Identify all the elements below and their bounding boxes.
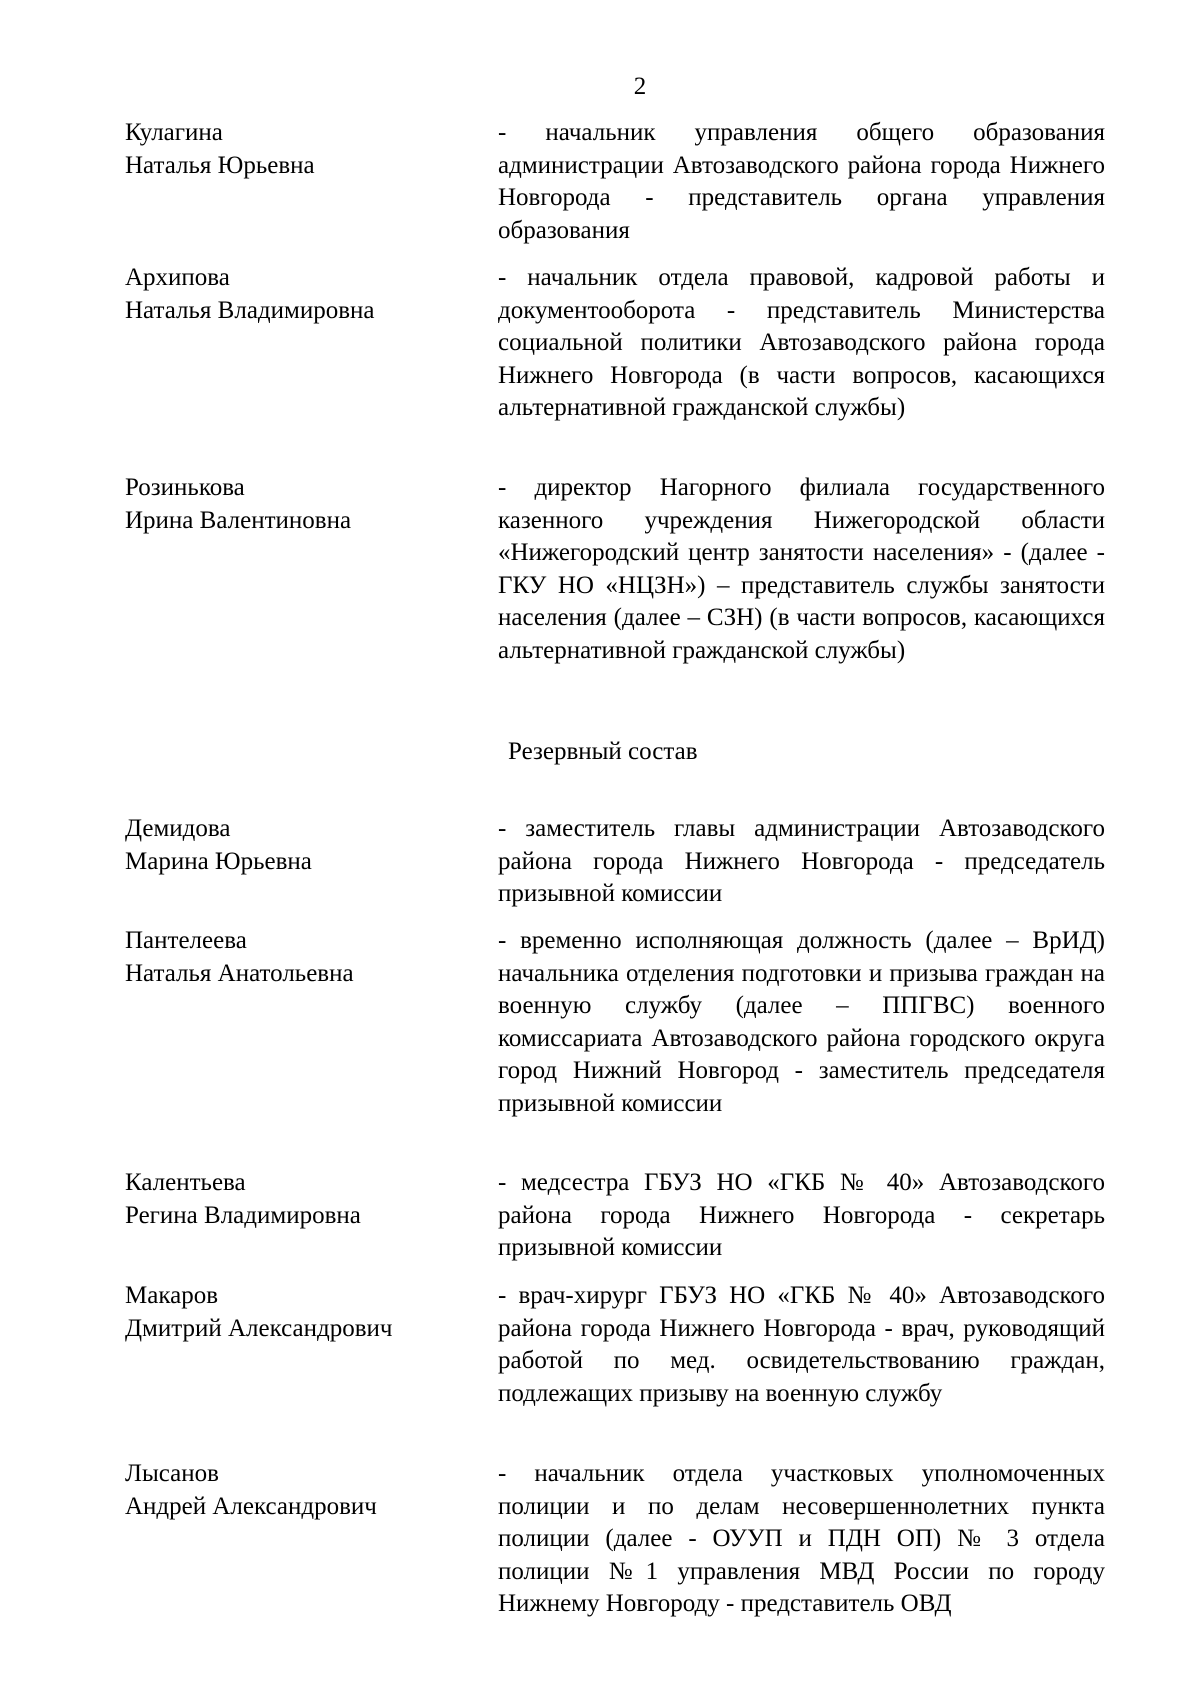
member-given-names: Ирина Валентиновна bbox=[125, 506, 352, 534]
member-given-names: Марина Юрьевна bbox=[125, 847, 312, 875]
member-name bbox=[125, 472, 465, 537]
member-surname: Демидова bbox=[125, 815, 231, 842]
member-surname: Калентьева bbox=[125, 1169, 246, 1196]
page-number: 2 bbox=[633, 73, 647, 100]
member-surname: Кулагина bbox=[125, 119, 223, 146]
member-surname: Розинькова bbox=[125, 474, 245, 501]
member-given-names: Андрей Александрович bbox=[125, 1492, 377, 1520]
member-role: - начальник управления общего образования администрации Автозаводского района города Нижнего Новгорода - представитель органа управления образования bbox=[498, 119, 1105, 244]
member-name bbox=[125, 1458, 465, 1523]
member-surname: Пантелеева bbox=[125, 927, 247, 954]
member-given-names: Регина Владимировна bbox=[125, 1201, 361, 1229]
member-surname: Архипова bbox=[125, 264, 230, 291]
member-given-names: Наталья Анатольевна bbox=[125, 959, 354, 987]
member-role: - заместитель главы администрации Автозаводского района города Нижнего Новгорода - председатель призывной комиссии bbox=[498, 815, 1105, 907]
member-surname: Макаров bbox=[125, 1282, 218, 1309]
member-name bbox=[125, 117, 465, 182]
member-name bbox=[125, 813, 465, 878]
member-name bbox=[125, 1167, 465, 1232]
member-given-names: Наталья Юрьевна bbox=[125, 151, 315, 179]
member-role: - начальник отдела участковых уполномоченных полиции и по делам несовершеннолетних пункта полиции (далее - ОУУП и ПДН ОП) № 3 отдела полиции №1 управления МВД России по городу Нижнему Новгороду - представитель ОВД bbox=[498, 1460, 1105, 1617]
member-name bbox=[125, 925, 465, 990]
member-name bbox=[125, 1280, 465, 1345]
reserve-section-heading: Резервный состав bbox=[508, 738, 698, 765]
member-surname: Лысанов bbox=[125, 1460, 219, 1487]
member-given-names: Дмитрий Александрович bbox=[125, 1314, 393, 1342]
member-role: - начальник отдела правовой, кадровой работы и документооборота - представитель Министерства социальной политики Автозаводского района города Нижнего Новгорода (в части вопросов, касающихся альтернативной гражданской службы) bbox=[498, 264, 1105, 421]
member-name bbox=[125, 262, 465, 327]
member-role: - временно исполняющая должность (далее – ВрИД) начальника отделения подготовки и призыва граждан на военную службу (далее – ППГВС) военного комиссариата Автозаводского района городского округа город Нижний Новгород - заместитель председателя призывной комиссии bbox=[498, 927, 1105, 1117]
member-role: - врач-хирург ГБУЗ НО «ГКБ № 40» Автозаводского района города Нижнего Новгорода - врач, руководящий работой по мед. освидетельствованию граждан, подлежащих призыву на военную службу bbox=[498, 1282, 1105, 1407]
member-role: - медсестра ГБУЗ НО «ГКБ № 40» Автозаводского района города Нижнего Новгорода - секретарь призывной комиссии bbox=[498, 1169, 1105, 1261]
member-given-names: Наталья Владимировна bbox=[125, 296, 375, 324]
member-role: - директор Нагорного филиала государственного казенного учреждения Нижегородской области «Нижегородский центр занятости населения» - (далее - ГКУ НО «НЦЗН») – представитель службы занятости населения (далее – СЗН) (в части вопросов, касающихся альтернативной гражданской службы) bbox=[498, 474, 1105, 664]
